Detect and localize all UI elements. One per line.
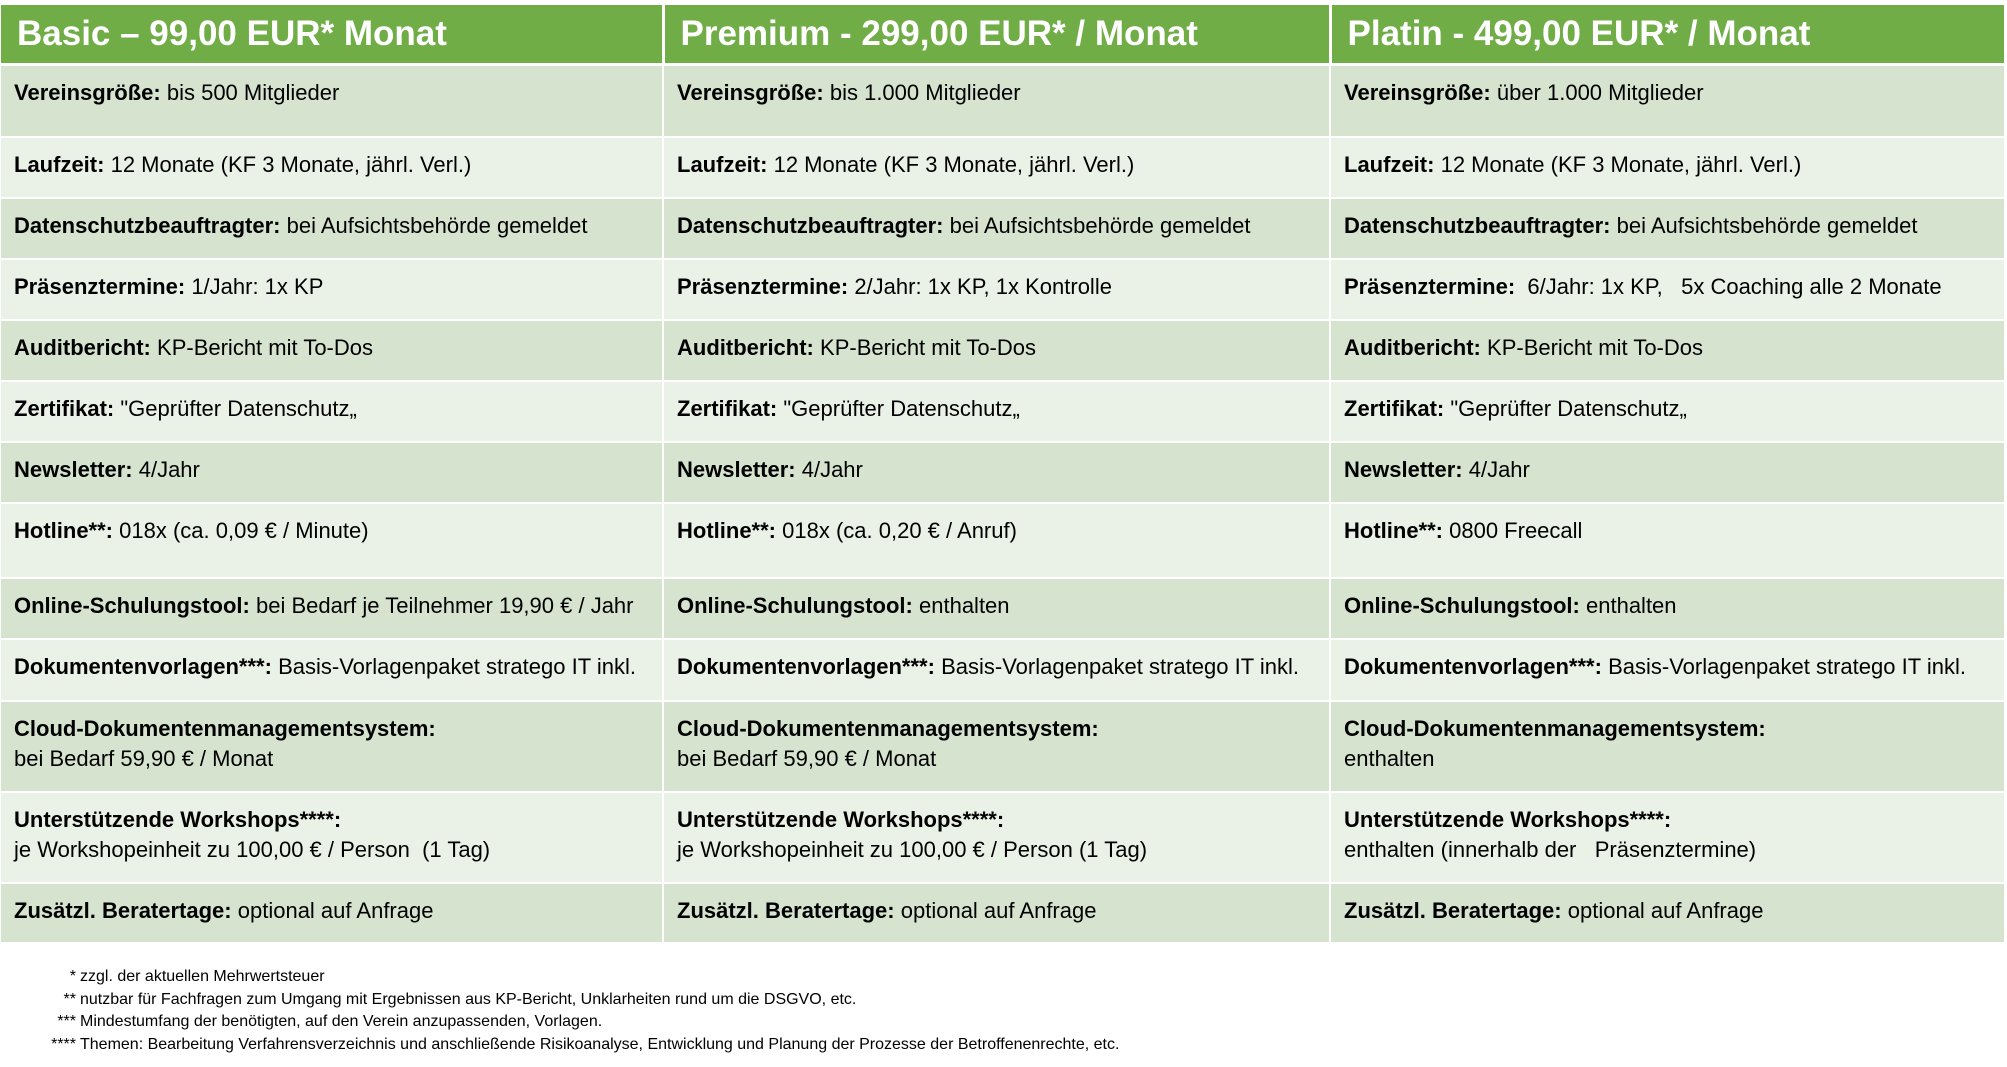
feature-label: Newsletter: xyxy=(14,456,133,482)
plan-header-basic: Basic – 99,00 EUR* Monat xyxy=(1,5,663,65)
feature-label: Cloud-Dokumentenmanagementsystem: xyxy=(14,715,436,741)
feature-label: Newsletter: xyxy=(1344,456,1463,482)
cell-premium xyxy=(663,701,1330,792)
cell-basic xyxy=(1,503,663,578)
feature-value: bis 1.000 Mitglieder xyxy=(829,80,1021,105)
feature-value: bei Aufsichtsbehörde gemeldet xyxy=(949,212,1251,238)
feature-value: 12 Monate (KF 3 Monate, jährl. Verl.) xyxy=(1440,151,1802,177)
feature-value: bei Aufsichtsbehörde gemeldet xyxy=(1616,212,1918,238)
feature-value: bei Bedarf 59,90 € / Monat xyxy=(14,745,274,771)
row-beratertage xyxy=(1,883,2004,943)
feature-value: "Geprüfter Datenschutz„ xyxy=(120,395,357,421)
cell-basic xyxy=(1,137,663,198)
feature-value: Basis-Vorlagenpaket stratego IT inkl. xyxy=(278,653,636,679)
footnote-text: nutzbar für Fachfragen zum Umgang mit Ergebnissen aus KP-Bericht, Unklarheiten rund um die DSGVO, etc. xyxy=(80,990,857,1008)
feature-value: über 1.000 Mitglieder xyxy=(1496,80,1704,105)
feature-value: 1/Jahr: 1x KP xyxy=(191,273,324,299)
feature-value: 018x (ca. 0,09 € / Minute) xyxy=(119,517,369,543)
feature-value: enthalten (innerhalb der Präsenztermine) xyxy=(1344,836,1757,862)
footnote-text: Mindestumfang der benötigten, auf den Verein anzupassenden, Vorlagen. xyxy=(80,1013,603,1030)
feature-label: Unterstützende Workshops****: xyxy=(677,806,1005,832)
feature-value: 12 Monate (KF 3 Monate, jährl. Verl.) xyxy=(773,151,1135,177)
plan-header-premium: Premium - 299,00 EUR* / Monat xyxy=(663,5,1330,65)
footnote xyxy=(40,966,1119,989)
feature-value: KP-Bericht mit To-Dos xyxy=(820,334,1036,360)
feature-value: KP-Bericht mit To-Dos xyxy=(1487,334,1703,360)
cell-platin xyxy=(1330,578,2004,639)
cell-premium xyxy=(663,381,1330,442)
cell-premium xyxy=(663,792,1330,883)
footnote-mark: *** xyxy=(57,1013,76,1030)
cell-platin xyxy=(1330,137,2004,198)
feature-label: Hotline**: xyxy=(1344,517,1443,543)
feature-value: enthalten xyxy=(919,592,1010,618)
footnote-text: zzgl. der aktuellen Mehrwertsteuer xyxy=(80,968,325,985)
cell-platin xyxy=(1330,792,2004,883)
feature-label: Laufzeit: xyxy=(1344,151,1435,177)
feature-value: je Workshopeinheit zu 100,00 € / Person (1 Tag) xyxy=(14,836,491,862)
row-online-schulungstool xyxy=(1,578,2004,639)
row-auditbericht xyxy=(1,320,2004,381)
feature-label: Dokumentenvorlagen***: xyxy=(1344,653,1602,679)
feature-label: Laufzeit: xyxy=(677,151,768,177)
row-cloud-dms xyxy=(1,701,2004,792)
cell-basic xyxy=(1,198,663,259)
cell-basic xyxy=(1,883,663,943)
feature-label: Unterstützende Workshops****: xyxy=(14,806,342,832)
feature-value: bei Aufsichtsbehörde gemeldet xyxy=(286,212,588,238)
row-workshops xyxy=(1,792,2004,883)
feature-label: Newsletter: xyxy=(677,456,796,482)
cell-premium xyxy=(663,259,1330,320)
feature-label: Dokumentenvorlagen***: xyxy=(677,653,935,679)
cell-premium xyxy=(663,442,1330,503)
feature-value: 12 Monate (KF 3 Monate, jährl. Verl.) xyxy=(110,151,472,177)
feature-label: Zusätzl. Beratertage: xyxy=(1344,897,1562,923)
feature-label: Auditbericht: xyxy=(677,334,814,360)
feature-label: Vereinsgröße: xyxy=(1344,80,1491,105)
cell-basic xyxy=(1,65,663,137)
feature-label: Vereinsgröße: xyxy=(14,80,161,105)
footnote-mark: * xyxy=(69,968,76,985)
cell-platin xyxy=(1330,639,2004,701)
feature-value: 4/Jahr xyxy=(1468,456,1530,482)
feature-value: "Geprüfter Datenschutz„ xyxy=(1450,395,1687,421)
feature-label: Unterstützende Workshops****: xyxy=(1344,806,1672,832)
feature-label: Zusätzl. Beratertage: xyxy=(14,897,232,923)
feature-value: 0800 Freecall xyxy=(1449,517,1583,543)
feature-label: Laufzeit: xyxy=(14,151,105,177)
feature-value: Basis-Vorlagenpaket stratego IT inkl. xyxy=(1608,653,1966,679)
feature-value: 018x (ca. 0,20 € / Anruf) xyxy=(782,517,1017,543)
cell-premium xyxy=(663,503,1330,578)
feature-label: Hotline**: xyxy=(14,517,113,543)
feature-value: enthalten xyxy=(1344,745,1435,771)
row-datenschutzbeauftragter xyxy=(1,198,2004,259)
cell-platin xyxy=(1330,503,2004,578)
feature-value: 4/Jahr xyxy=(138,456,200,482)
cell-basic xyxy=(1,578,663,639)
cell-platin xyxy=(1330,65,2004,137)
cell-basic xyxy=(1,701,663,792)
cell-premium xyxy=(663,198,1330,259)
feature-value: 2/Jahr: 1x KP, 1x Kontrolle xyxy=(854,273,1112,299)
cell-platin xyxy=(1330,381,2004,442)
feature-label: Zusätzl. Beratertage: xyxy=(677,897,895,923)
feature-label: Dokumentenvorlagen***: xyxy=(14,653,272,679)
footnote xyxy=(40,1011,1119,1034)
feature-value: optional auf Anfrage xyxy=(237,897,434,923)
cell-basic xyxy=(1,381,663,442)
cell-premium xyxy=(663,578,1330,639)
feature-label: Zertifikat: xyxy=(14,395,115,421)
feature-label: Zertifikat: xyxy=(1344,395,1445,421)
feature-value: 4/Jahr xyxy=(801,456,863,482)
feature-value: "Geprüfter Datenschutz„ xyxy=(783,395,1020,421)
feature-value: je Workshopeinheit zu 100,00 € / Person (1 Tag) xyxy=(677,836,1148,862)
feature-label: Datenschutzbeauftragter: xyxy=(14,212,281,238)
feature-label: Präsenztermine: xyxy=(677,273,849,299)
cell-basic xyxy=(1,259,663,320)
cell-premium xyxy=(663,883,1330,943)
row-hotline xyxy=(1,503,2004,578)
feature-value: optional auf Anfrage xyxy=(900,897,1097,923)
cell-premium xyxy=(663,639,1330,701)
feature-label: Datenschutzbeauftragter: xyxy=(677,212,944,238)
cell-basic xyxy=(1,639,663,701)
footnote-mark: ** xyxy=(63,990,76,1008)
cell-platin xyxy=(1330,320,2004,381)
cell-basic xyxy=(1,792,663,883)
cell-platin xyxy=(1330,442,2004,503)
footnotes xyxy=(40,966,1119,1056)
footnote xyxy=(40,1034,1119,1057)
feature-label: Cloud-Dokumentenmanagementsystem: xyxy=(677,715,1099,741)
feature-label: Datenschutzbeauftragter: xyxy=(1344,212,1611,238)
cell-platin xyxy=(1330,198,2004,259)
feature-label: Auditbericht: xyxy=(14,334,151,360)
pricing-table xyxy=(1,5,2004,944)
row-laufzeit xyxy=(1,137,2004,198)
feature-label: Online-Schulungstool: xyxy=(1344,592,1580,618)
row-praesenztermine xyxy=(1,259,2004,320)
cell-platin xyxy=(1330,701,2004,792)
plan-header-row xyxy=(1,5,2004,65)
feature-label: Auditbericht: xyxy=(1344,334,1481,360)
plan-header-platin: Platin - 499,00 EUR* / Monat xyxy=(1330,5,2004,65)
feature-value: 6/Jahr: 1x KP, 5x Coaching alle 2 Monate xyxy=(1521,273,1942,299)
feature-label: Online-Schulungstool: xyxy=(677,592,913,618)
feature-label: Online-Schulungstool: xyxy=(14,592,250,618)
footnote-mark: **** xyxy=(51,1035,76,1053)
feature-value: bis 500 Mitglieder xyxy=(166,80,340,105)
feature-label: Cloud-Dokumentenmanagementsystem: xyxy=(1344,715,1766,741)
row-zertifikat xyxy=(1,381,2004,442)
feature-label: Präsenztermine: xyxy=(1344,273,1516,299)
feature-label: Vereinsgröße: xyxy=(677,80,824,105)
cell-premium xyxy=(663,137,1330,198)
feature-value: enthalten xyxy=(1586,592,1677,618)
feature-value: optional auf Anfrage xyxy=(1567,897,1764,923)
feature-value: bei Bedarf 59,90 € / Monat xyxy=(677,745,937,771)
cell-platin xyxy=(1330,883,2004,943)
feature-value: Basis-Vorlagenpaket stratego IT inkl. xyxy=(941,653,1299,679)
feature-value: bei Bedarf je Teilnehmer 19,90 € / Jahr xyxy=(256,592,634,618)
cell-premium xyxy=(663,320,1330,381)
row-vereinsgroesse xyxy=(1,65,2004,137)
cell-basic xyxy=(1,442,663,503)
row-newsletter xyxy=(1,442,2004,503)
footnote-text: Themen: Bearbeitung Verfahrensverzeichnis und anschließende Risikoanalyse, Entwicklung und Planung der Prozesse der Betroffenenrechte, etc. xyxy=(80,1035,1120,1053)
feature-value: KP-Bericht mit To-Dos xyxy=(157,334,373,360)
footnote xyxy=(40,989,1119,1012)
cell-basic xyxy=(1,320,663,381)
cell-premium xyxy=(663,65,1330,137)
cell-platin xyxy=(1330,259,2004,320)
feature-label: Zertifikat: xyxy=(677,395,778,421)
row-dokumentenvorlagen xyxy=(1,639,2004,701)
feature-label: Präsenztermine: xyxy=(14,273,186,299)
feature-label: Hotline**: xyxy=(677,517,776,543)
